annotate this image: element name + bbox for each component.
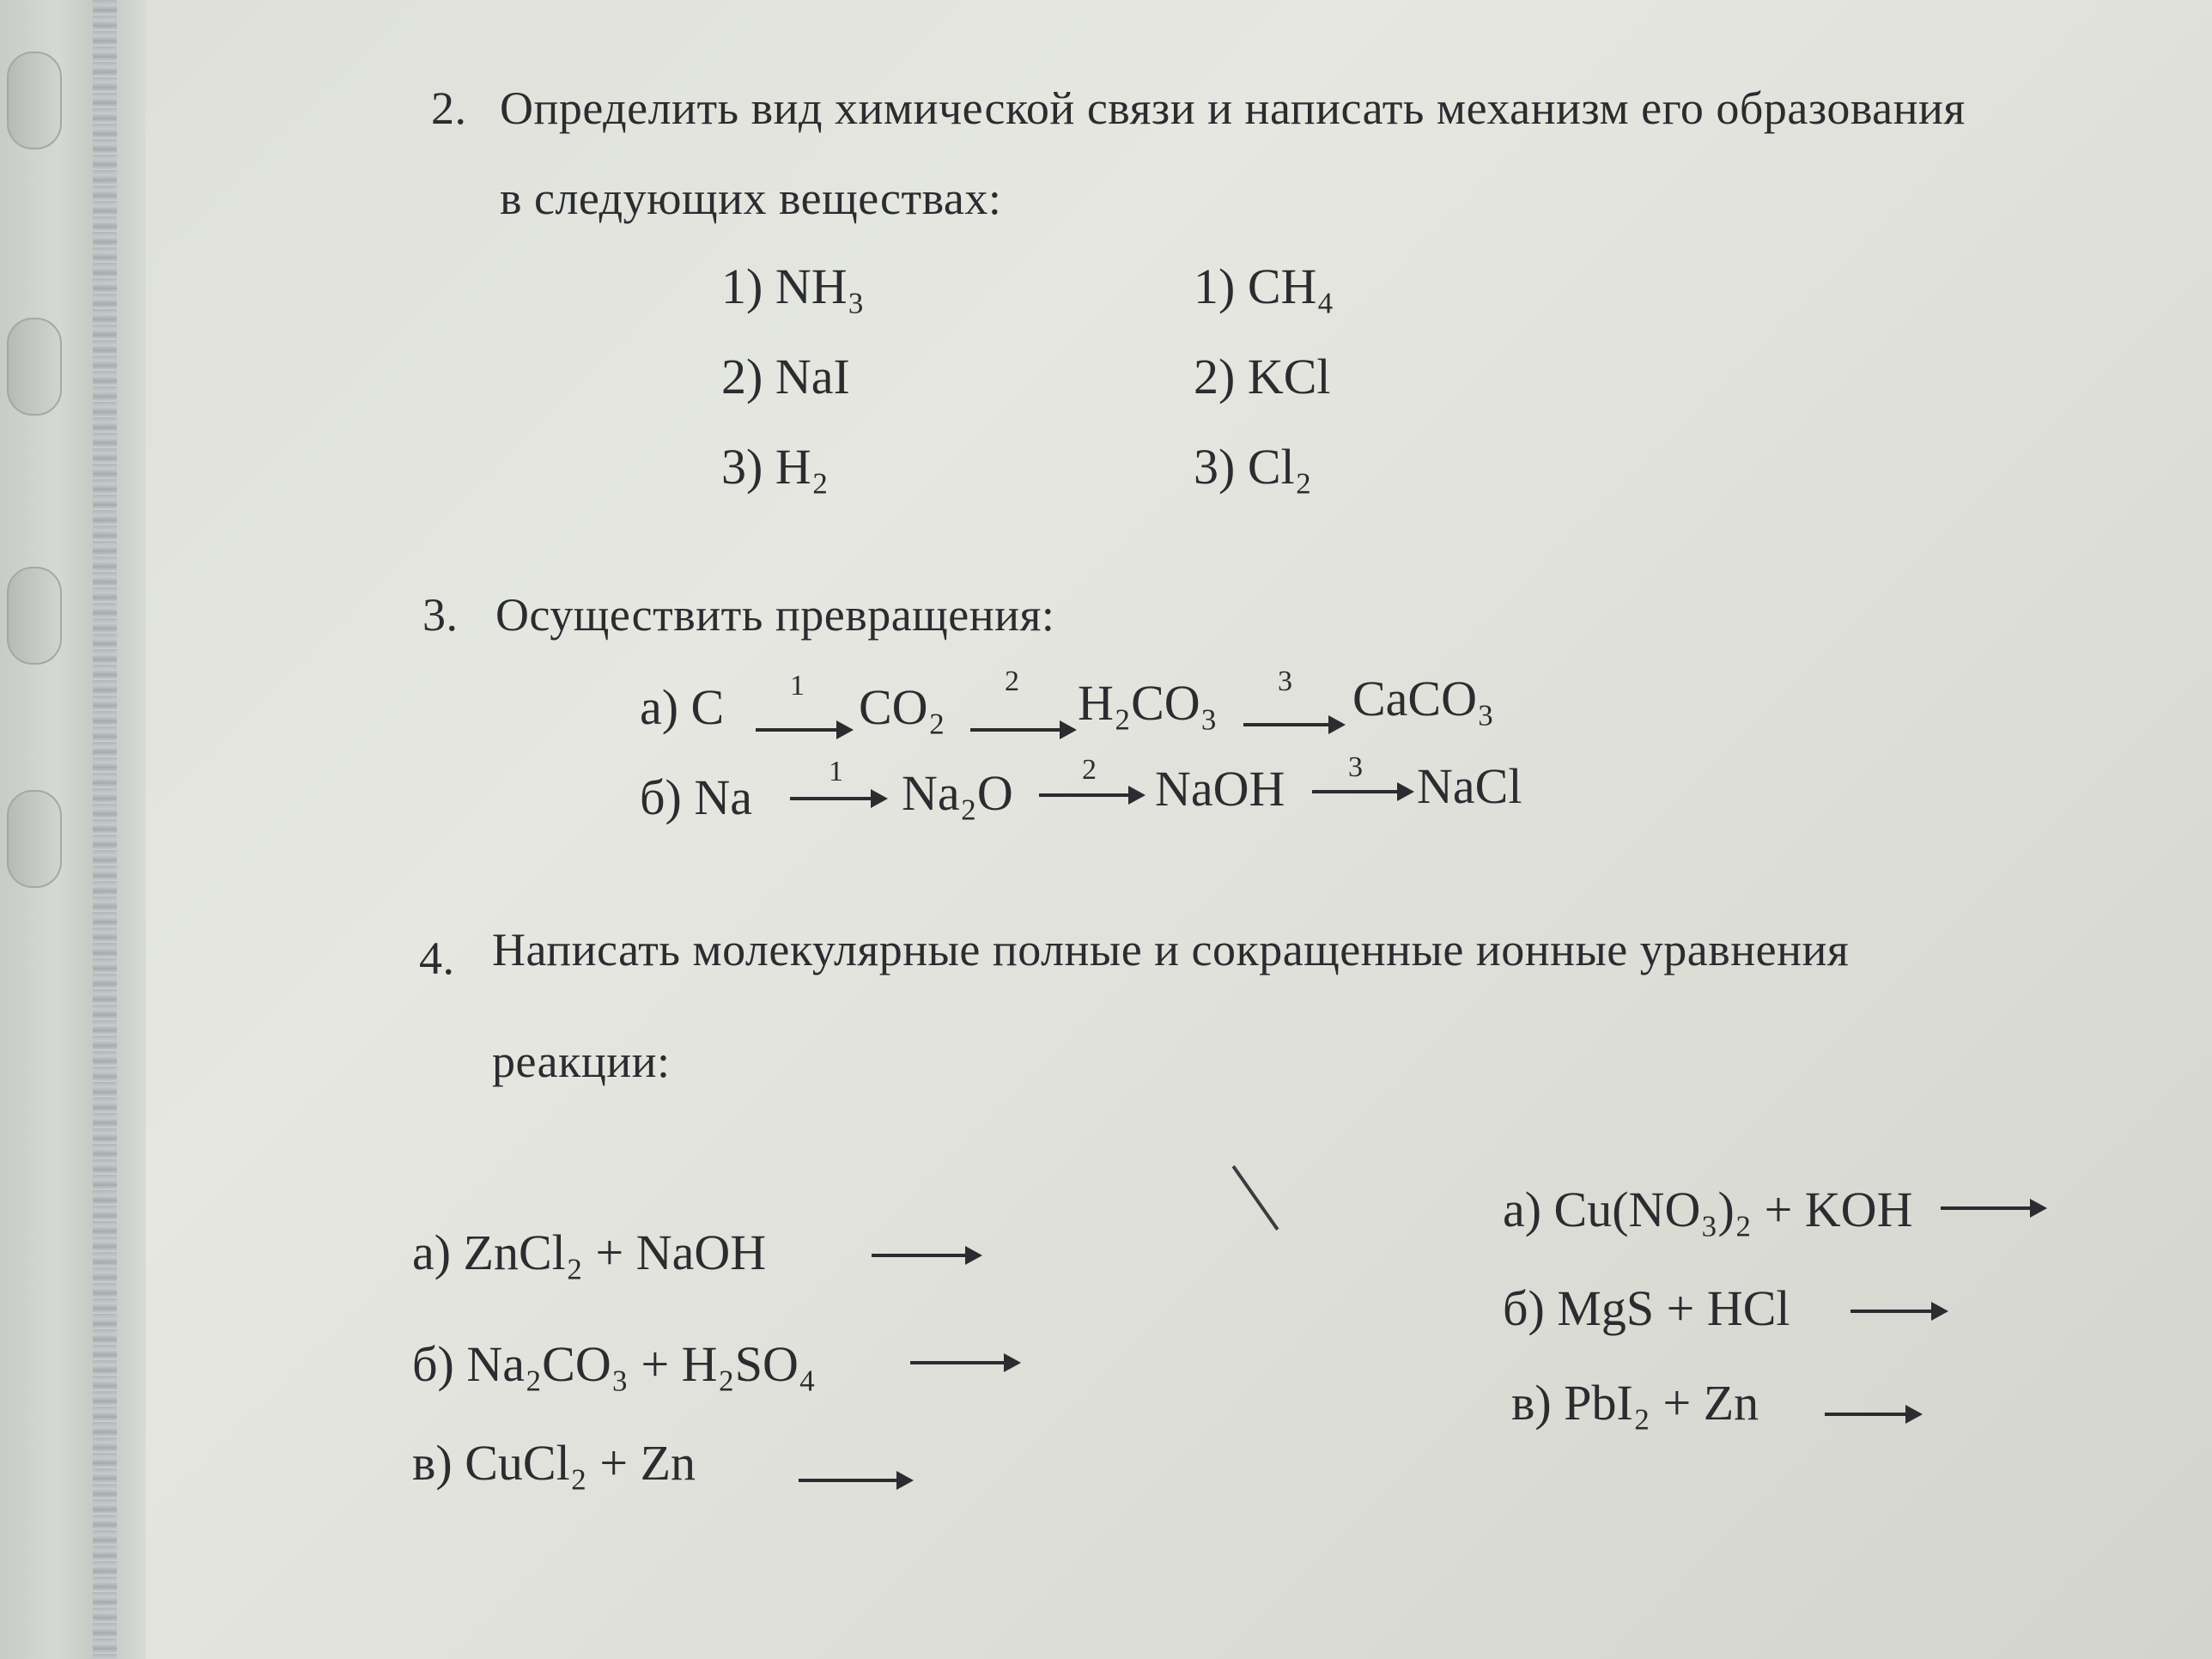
arrow-icon: [1941, 1206, 2044, 1210]
pen-mark: [1232, 1165, 1279, 1231]
arrow-icon: [872, 1254, 979, 1257]
task4-left-eq-3: в) CuCl₂ + Zn: [412, 1435, 696, 1491]
sheet-protector-strip: [93, 0, 117, 1659]
arrow-icon: [1243, 723, 1342, 726]
task2-line2: в следующих веществах:: [500, 173, 1002, 224]
chain-a-start: а) C: [640, 679, 725, 735]
arrow-icon: [756, 728, 850, 732]
task2-right-item-2: 2) KCl: [1194, 349, 1331, 404]
chain-b-start: б) Na: [640, 769, 752, 825]
chain-b-item-3: NaCl: [1417, 758, 1522, 814]
chain-a-step-1: 1: [790, 670, 805, 702]
punch-hole: [7, 790, 62, 888]
chain-b-step-3: 3: [1348, 751, 1363, 783]
chain-b-step-1: 1: [829, 756, 843, 787]
chain-b-item-2: NaOH: [1155, 761, 1285, 817]
task4-right-eq-2: б) MgS + HCl: [1503, 1280, 1790, 1336]
chain-a-step-3: 3: [1278, 665, 1292, 697]
task2-right-item-3: 3) Cl₂: [1194, 439, 1312, 495]
task3-title: Осуществить превращения:: [495, 589, 1055, 641]
task2-right-item-1: 1) CH₄: [1194, 258, 1334, 314]
task2-left-item-2: 2) NaI: [721, 349, 850, 404]
chain-b-step-2: 2: [1082, 754, 1097, 786]
arrow-icon: [1039, 793, 1142, 797]
punch-hole: [7, 52, 62, 149]
task2-left-item-1: 1) NH₃: [721, 258, 865, 314]
chain-b-item-1: Na₂O: [902, 765, 1013, 821]
chain-a-item-3: CaCO₃: [1352, 671, 1495, 726]
arrow-icon: [970, 728, 1073, 732]
binder-edge: [0, 0, 146, 1659]
arrow-icon: [910, 1361, 1018, 1364]
task4-line1: Написать молекулярные полные и сокращенные ионные уравнения: [492, 924, 1850, 975]
task4-number: 4.: [419, 933, 455, 984]
chain-a-item-1: CO₂: [859, 679, 945, 735]
task2-number: 2.: [431, 82, 467, 134]
task4-line2: реакции:: [492, 1036, 671, 1087]
task2-left-item-3: 3) H₂: [721, 439, 829, 495]
arrow-icon: [799, 1479, 910, 1482]
arrow-icon: [1825, 1413, 1919, 1416]
worksheet: [146, 0, 2212, 1659]
arrow-icon: [1850, 1310, 1945, 1313]
task4-right-eq-3: в) PbI₂ + Zn: [1511, 1375, 1759, 1431]
chain-a-step-2: 2: [1005, 665, 1019, 697]
task4-left-eq-2: б) Na₂CO₃ + H₂SO₄: [412, 1336, 817, 1392]
punch-hole: [7, 567, 62, 665]
arrow-icon: [1312, 790, 1411, 793]
task4-right-eq-1: а) Cu(NO₃)₂ + KOH: [1503, 1182, 1913, 1237]
task3-number: 3.: [422, 589, 459, 641]
punch-hole: [7, 318, 62, 416]
task4-left-eq-1: а) ZnCl₂ + NaOH: [412, 1224, 767, 1280]
task2-line1: Определить вид химической связи и написать механизм его образования: [500, 82, 1966, 134]
chain-a-item-2: H₂CO₃: [1078, 675, 1218, 731]
arrow-icon: [790, 797, 884, 800]
